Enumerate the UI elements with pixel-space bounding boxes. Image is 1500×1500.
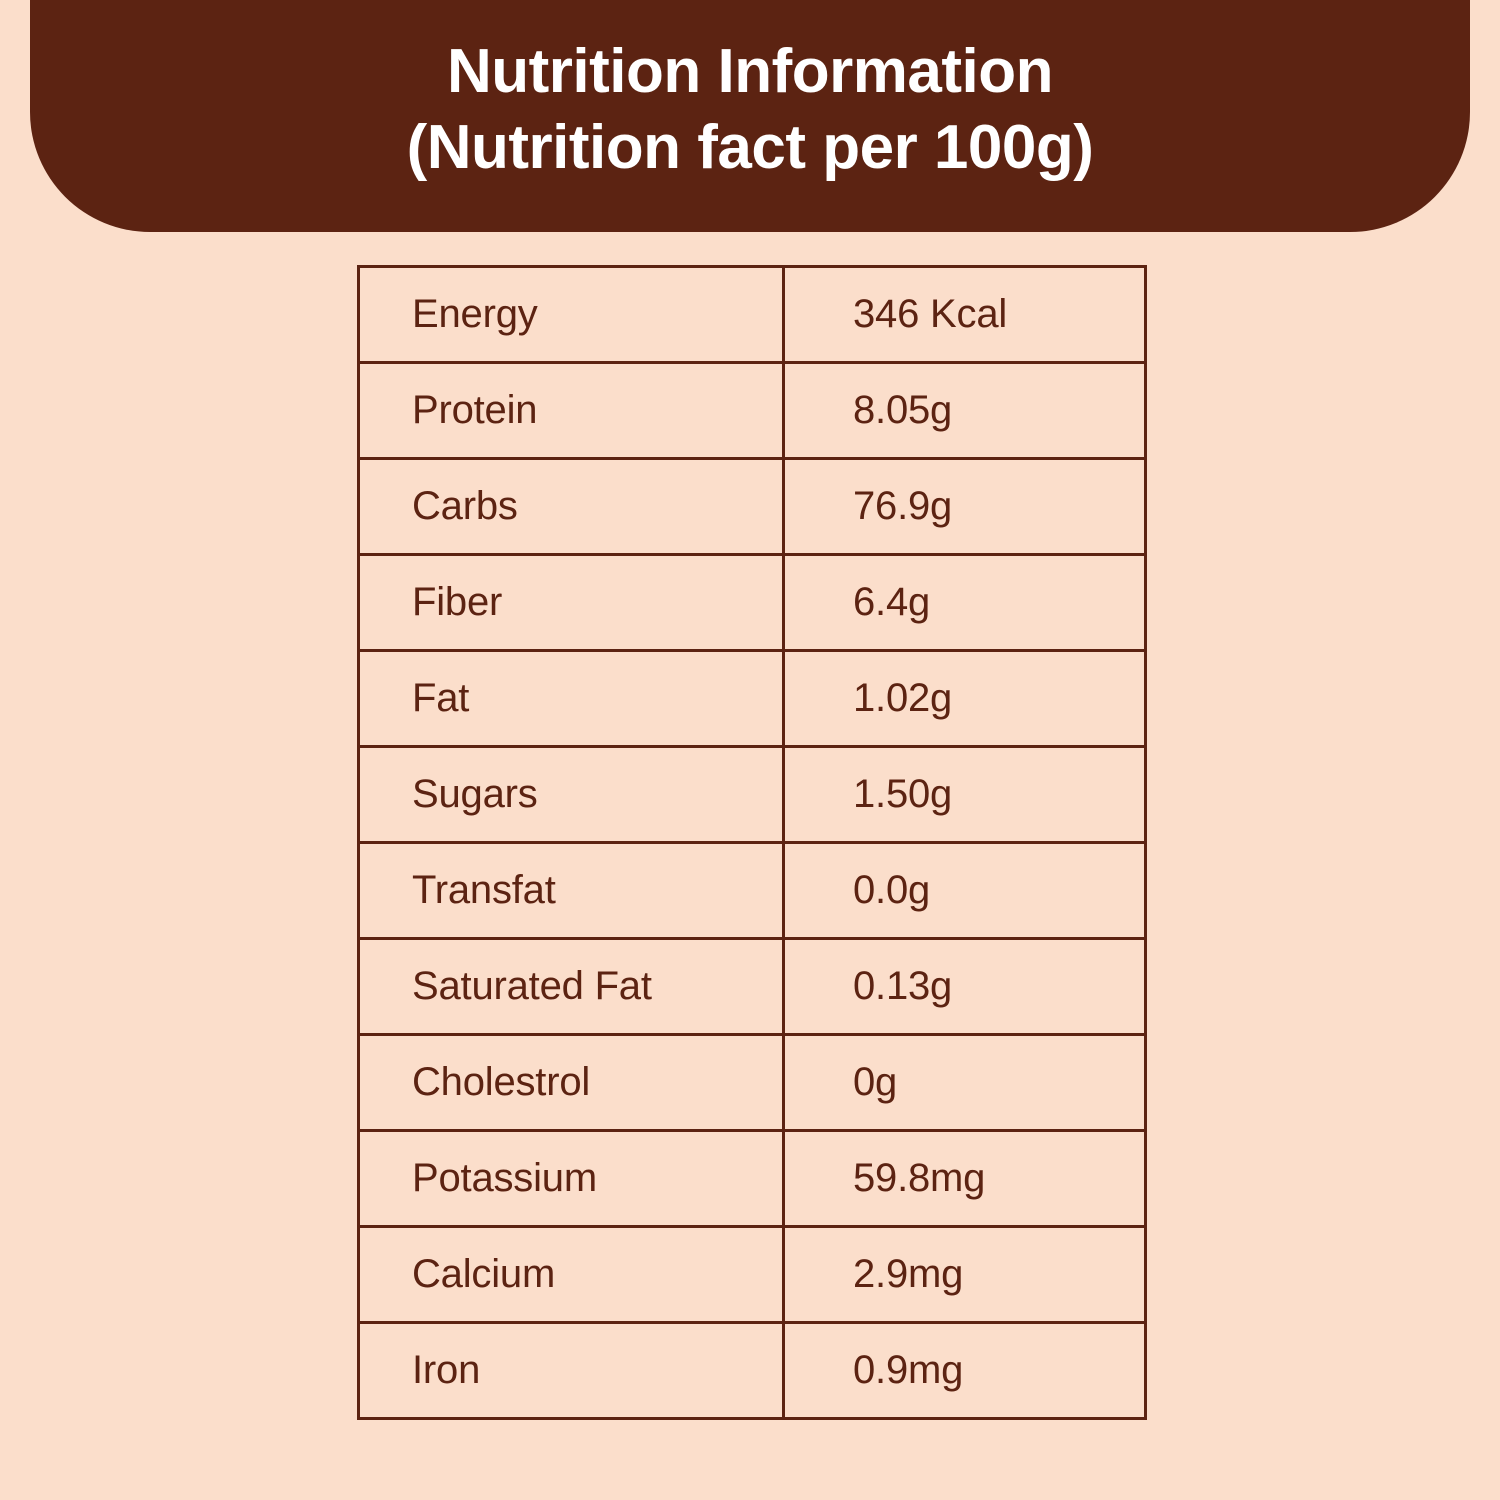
nutrient-label: Carbs	[359, 459, 784, 555]
table-row	[359, 651, 1146, 747]
nutrient-value: 0.13g	[784, 939, 1146, 1035]
nutrient-value: 6.4g	[784, 555, 1146, 651]
nutrient-value: 0.9mg	[784, 1323, 1146, 1419]
header-banner	[30, 0, 1470, 232]
nutrient-label: Fiber	[359, 555, 784, 651]
table-row	[359, 555, 1146, 651]
nutrient-value: 76.9g	[784, 459, 1146, 555]
nutrient-value: 2.9mg	[784, 1227, 1146, 1323]
table-row	[359, 363, 1146, 459]
table-row	[359, 747, 1146, 843]
nutrition-table-body	[359, 267, 1146, 1419]
table-row	[359, 939, 1146, 1035]
nutrient-value: 0.0g	[784, 843, 1146, 939]
table-row	[359, 267, 1146, 363]
page-title-line-1: Nutrition Information	[447, 37, 1053, 107]
nutrient-label: Cholestrol	[359, 1035, 784, 1131]
table-row	[359, 1323, 1146, 1419]
table-row	[359, 1035, 1146, 1131]
nutrient-value: 8.05g	[784, 363, 1146, 459]
nutrient-value: 346 Kcal	[784, 267, 1146, 363]
nutrient-value: 1.50g	[784, 747, 1146, 843]
nutrient-value: 1.02g	[784, 651, 1146, 747]
nutrient-label: Calcium	[359, 1227, 784, 1323]
nutrient-label: Potassium	[359, 1131, 784, 1227]
nutrient-label: Iron	[359, 1323, 784, 1419]
table-row	[359, 843, 1146, 939]
nutrient-label: Sugars	[359, 747, 784, 843]
nutrient-label: Energy	[359, 267, 784, 363]
nutrient-label: Protein	[359, 363, 784, 459]
nutrient-value: 0g	[784, 1035, 1146, 1131]
nutrition-facts-table	[357, 265, 1147, 1420]
table-row	[359, 459, 1146, 555]
nutrient-label: Transfat	[359, 843, 784, 939]
nutrient-label: Saturated Fat	[359, 939, 784, 1035]
page-title-line-2: (Nutrition fact per 100g)	[406, 113, 1094, 182]
nutrient-label: Fat	[359, 651, 784, 747]
nutrient-value: 59.8mg	[784, 1131, 1146, 1227]
table-row	[359, 1227, 1146, 1323]
table-row	[359, 1131, 1146, 1227]
